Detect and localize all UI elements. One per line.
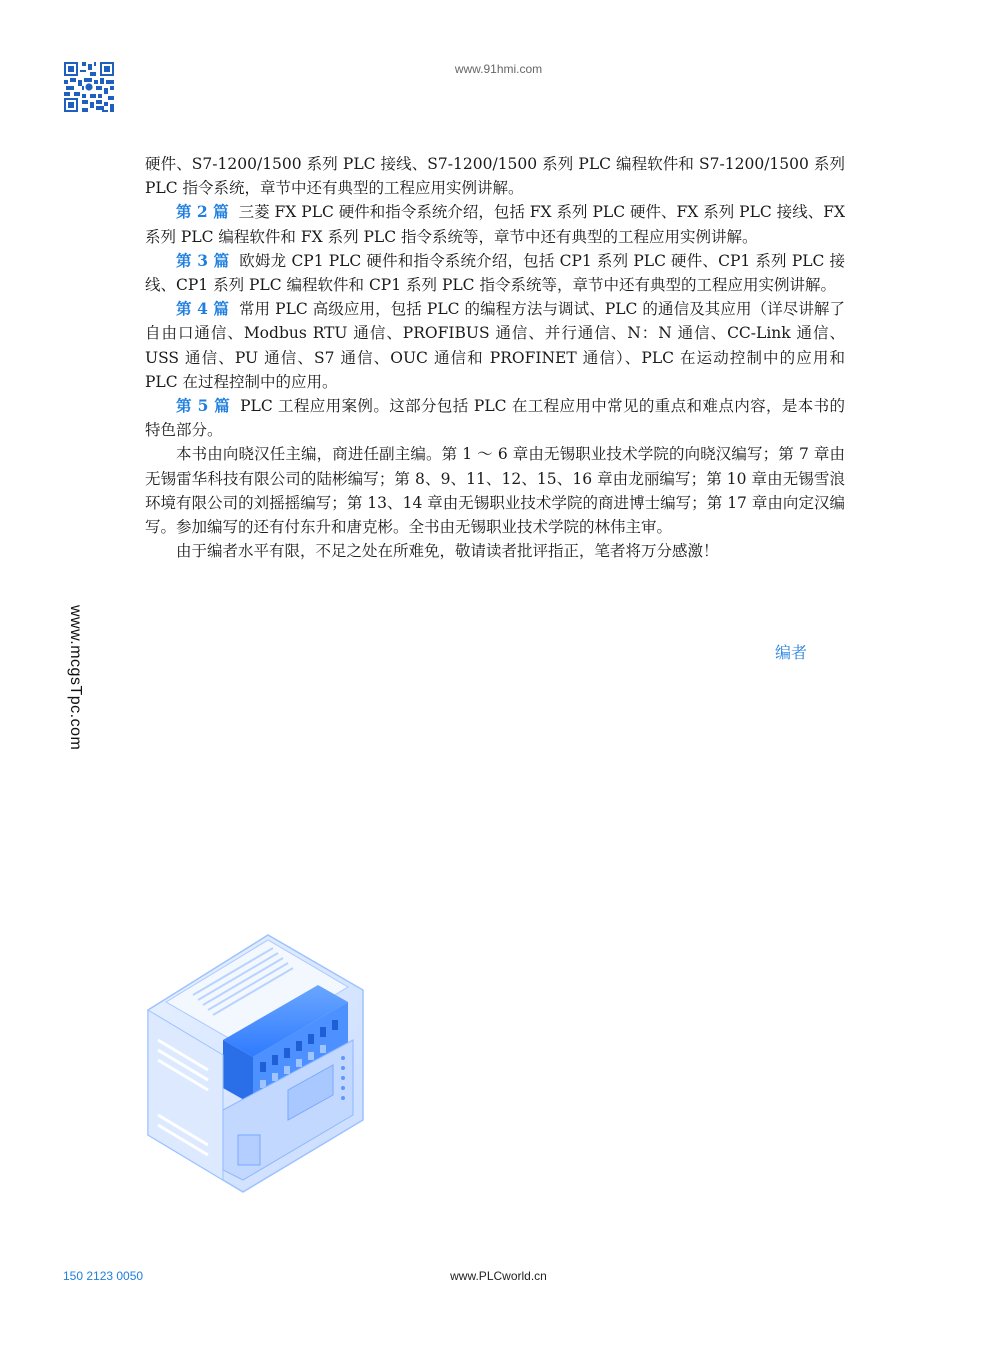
paragraph-1 [145,152,845,200]
part-3-text: 欧姆龙 CP1 PLC 硬件和指令系统介绍，包括 CP1 系列 PLC 硬件、CP1 系列 PLC 接线、CP1 系列 PLC 编程软件和 CP1 系列 PLC 指令系统等，章节中还有典型的工程应用实例讲解。 [145,251,846,295]
paragraph-part-4 [145,297,845,394]
side-vertical-url[interactable]: www.mcgsTpc.com [67,605,84,751]
closing-text: 由于编者水平有限，不足之处在所难免，敬请读者批评指正，笔者将万分感激！ [176,542,719,561]
paragraph-part-5 [145,394,845,442]
part-5-label: 第 5 篇 [176,396,231,416]
paragraph-part-3 [145,249,845,297]
part-2-text: 三菱 FX PLC 硬件和指令系统介绍，包括 FX 系列 PLC 硬件、FX 系列 PLC 接线、FX 系列 PLC 编程软件和 FX 系列 PLC 指令系统等，章节中还有典型的工程应用实例讲解。 [145,203,845,246]
plc-controller-illustration [138,930,368,1195]
qr-code-icon [64,62,114,112]
footer-url[interactable]: www.PLCworld.cn [450,1269,547,1283]
footer-phone: 150 2123 0050 [63,1269,144,1283]
preface-body [145,152,845,563]
paragraph-1-text: 硬件、S7-1200/1500 系列 PLC 接线、S7-1200/1500 系列 PLC 编程软件和 S7-1200/1500 系列 PLC 指令系统，章节中还有典型的工程应用实例讲解。 [145,155,845,198]
part-5-text: PLC 工程应用案例。这部分包括 PLC 在工程应用中常见的重点和难点内容，是本书的特色部分。 [145,397,846,440]
part-2-label: 第 2 篇 [176,202,229,222]
signature: 编者 [775,643,808,662]
paragraph-authors [145,442,845,539]
part-3-label: 第 3 篇 [176,250,230,270]
header-url[interactable]: www.91hmi.com [454,62,543,76]
authors-text: 本书由向晓汉任主编，商进任副主编。第 1 ～ 6 章由无锡职业技术学院的向晓汉编写；第 7 章由无锡雷华科技有限公司的陆彬编写；第 8、9、11、12、15、16 章由龙丽编写；第 10 章由无锡雪浪环境有限公司的刘摇摇编写；第 13、14 章由无锡职业技术学院的商进博士编写；第 17 章由向定汉编写。参加编写的还有付东升和唐克彬。全书由无锡职业技术学院的林伟主审。 [145,445,845,537]
paragraph-closing [145,539,845,563]
part-4-text: 常用 PLC 高级应用，包括 PLC 的编程方法与调试、PLC 的通信及其应用（详尽讲解了自由口通信、Modbus RTU 通信、PROFIBUS 通信、并行通信、N：N 通信、CC-Link 通信、USS 通信、PU 通信、S7 通信、OUC 通信和 PROFINET 通信）、PLC 在运动控制中的应用和 PLC 在过程控制中的应用。 [145,300,846,391]
paragraph-part-2 [145,200,845,248]
part-4-label: 第 4 篇 [176,299,229,319]
